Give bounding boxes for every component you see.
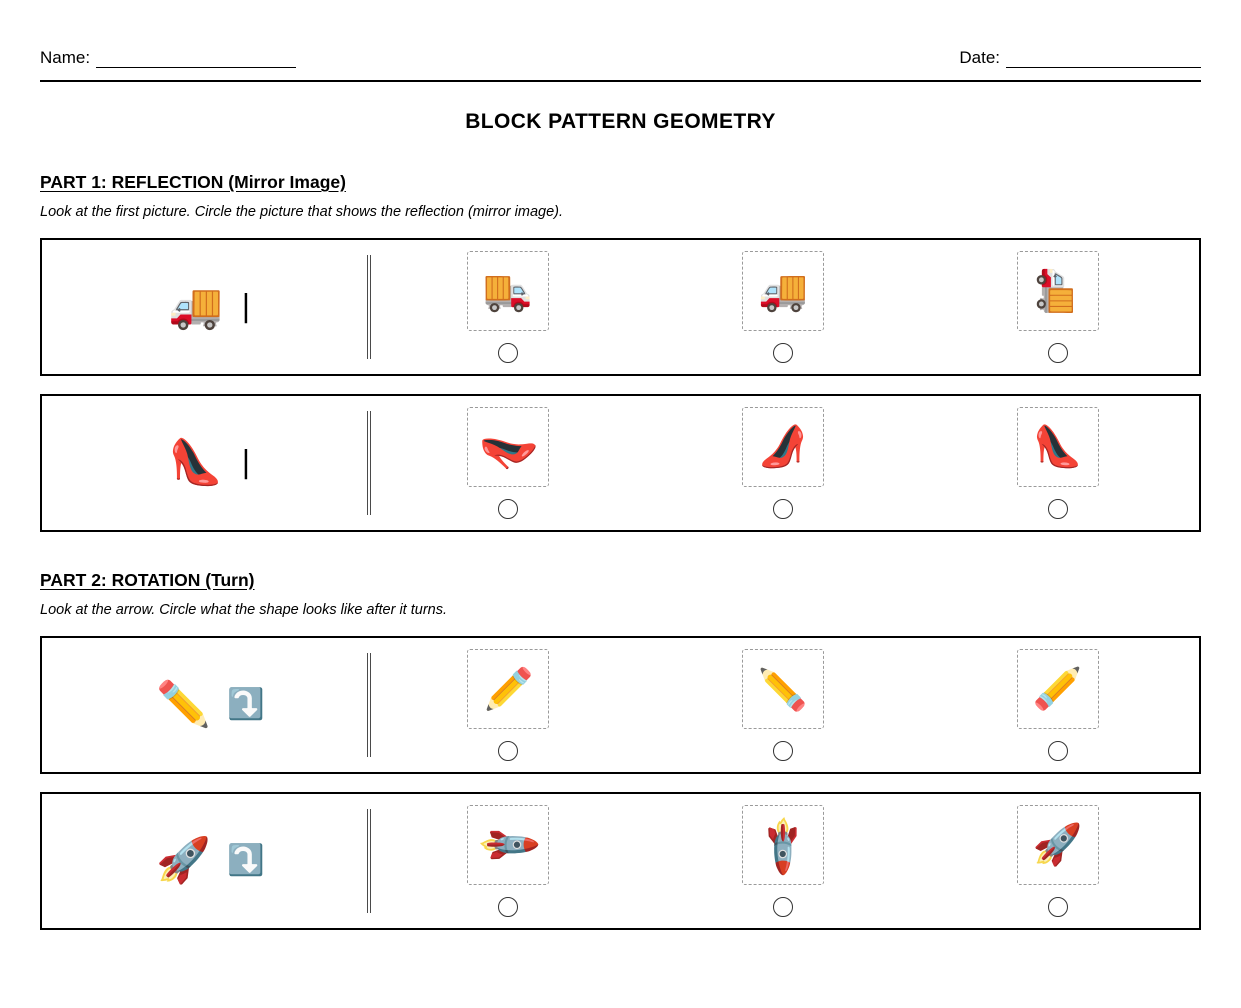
- sections-container: [40, 172, 1201, 930]
- prompt-shape-icon: 🚚: [168, 282, 223, 331]
- answer-options: [371, 638, 1199, 772]
- section-heading: PART 1: REFLECTION (Mirror Image): [40, 172, 346, 192]
- name-label: Name:: [40, 48, 91, 67]
- answer-options: [371, 240, 1199, 374]
- prompt-cell: [42, 794, 367, 928]
- prompt-shape-icon: ✏️: [156, 680, 211, 729]
- answer-option[interactable]: [1017, 407, 1099, 519]
- option-shape-icon: 🚀: [749, 811, 817, 879]
- option-image-box[interactable]: [1017, 251, 1099, 331]
- section-instructions: Look at the first picture. Circle the picture that shows the reflection (mirror image).: [40, 204, 564, 220]
- answer-option[interactable]: [742, 805, 824, 917]
- worksheet-section: [40, 172, 1201, 532]
- answer-bubble[interactable]: [498, 741, 518, 761]
- answer-option[interactable]: [467, 805, 549, 917]
- answer-bubble[interactable]: [773, 343, 793, 363]
- option-image-box[interactable]: [467, 251, 549, 331]
- option-shape-icon: 👠: [475, 413, 542, 481]
- answer-bubble[interactable]: [1048, 343, 1068, 363]
- answer-bubble[interactable]: [1048, 499, 1068, 519]
- question-row: [40, 394, 1201, 532]
- name-write-line[interactable]: [96, 51, 296, 68]
- answer-option[interactable]: [1017, 649, 1099, 761]
- answer-bubble[interactable]: [773, 499, 793, 519]
- answer-option[interactable]: [467, 251, 549, 363]
- option-image-box[interactable]: [467, 649, 549, 729]
- answer-options: [371, 396, 1199, 530]
- question-row: [40, 636, 1201, 774]
- option-image-box[interactable]: [742, 805, 824, 885]
- answer-option[interactable]: [467, 649, 549, 761]
- option-shape-icon: ✏️: [1035, 664, 1080, 714]
- answer-option[interactable]: [742, 407, 824, 519]
- option-shape-icon: 🚚: [483, 269, 534, 313]
- option-shape-icon: 👠: [1032, 425, 1083, 469]
- answer-bubble[interactable]: [498, 897, 518, 917]
- answer-bubble[interactable]: [773, 897, 793, 917]
- option-image-box[interactable]: [742, 649, 824, 729]
- question-row: [40, 238, 1201, 376]
- option-shape-icon: 🚚: [758, 269, 808, 313]
- option-shape-icon: ✏️: [758, 667, 808, 711]
- rotation-arrow-icon: ⤵️: [227, 844, 265, 877]
- date-field[interactable]: [959, 48, 1201, 68]
- answer-option[interactable]: [1017, 805, 1099, 917]
- option-shape-icon: 👠: [758, 425, 808, 469]
- option-shape-icon: 🚀: [475, 811, 542, 879]
- answer-bubble[interactable]: [773, 741, 793, 761]
- answer-option[interactable]: [742, 649, 824, 761]
- mirror-line-icon: |: [240, 289, 251, 324]
- answer-option[interactable]: [1017, 251, 1099, 363]
- answer-option[interactable]: [467, 407, 549, 519]
- header-divider: [40, 80, 1201, 82]
- answer-bubble[interactable]: [498, 343, 518, 363]
- page-title: BLOCK PATTERN GEOMETRY: [465, 110, 776, 133]
- answer-options: [371, 794, 1199, 928]
- prompt-cell: [42, 240, 367, 374]
- section-instructions: Look at the arrow. Circle what the shape looks like after it turns.: [40, 602, 448, 618]
- option-image-box[interactable]: [467, 407, 549, 487]
- option-image-box[interactable]: [1017, 649, 1099, 729]
- rotation-arrow-icon: ⤵️: [227, 688, 265, 721]
- prompt-shape-icon: 👠: [168, 438, 223, 487]
- worksheet-section: [40, 570, 1201, 930]
- date-write-line[interactable]: [1006, 51, 1201, 68]
- prompt-shape-icon: 🚀: [156, 836, 211, 885]
- answer-bubble[interactable]: [1048, 897, 1068, 917]
- answer-option[interactable]: [742, 251, 824, 363]
- option-image-box[interactable]: [467, 805, 549, 885]
- option-shape-icon: ✏️: [486, 664, 531, 714]
- header-fields: [40, 0, 1201, 68]
- option-image-box[interactable]: [1017, 805, 1099, 885]
- mirror-line-icon: |: [240, 445, 251, 480]
- option-shape-icon: 🚀: [1032, 823, 1083, 867]
- option-image-box[interactable]: [1017, 407, 1099, 487]
- prompt-cell: [42, 638, 367, 772]
- option-image-box[interactable]: [742, 251, 824, 331]
- date-label: Date:: [959, 48, 1000, 67]
- answer-bubble[interactable]: [1048, 741, 1068, 761]
- section-heading: PART 2: ROTATION (Turn): [40, 570, 255, 590]
- option-image-box[interactable]: [742, 407, 824, 487]
- name-field[interactable]: [40, 48, 296, 68]
- prompt-cell: [42, 396, 367, 530]
- answer-bubble[interactable]: [498, 499, 518, 519]
- question-row: [40, 792, 1201, 930]
- option-shape-icon: 🚚: [1035, 266, 1080, 316]
